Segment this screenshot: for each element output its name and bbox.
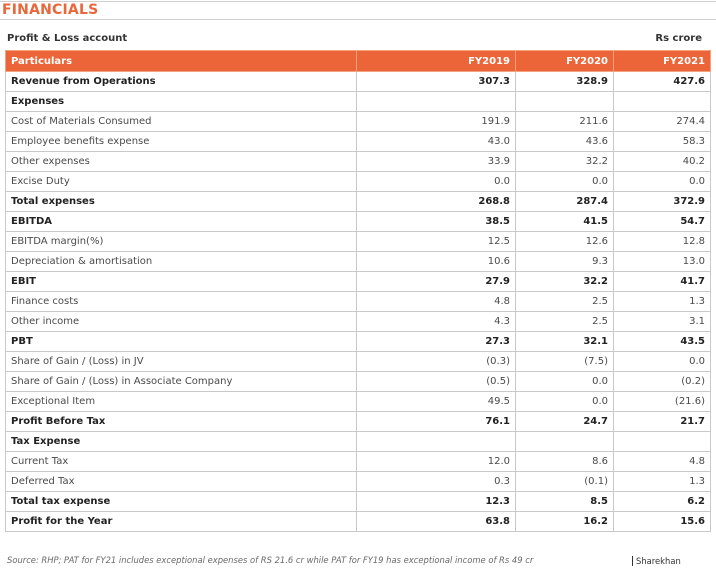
row-label: Profit Before Tax	[6, 412, 357, 432]
cell-fy2019: 10.6	[357, 252, 516, 272]
cell-fy2019: (0.3)	[357, 352, 516, 372]
top-rule	[0, 1, 716, 2]
cell-fy2021: 12.8	[614, 232, 711, 252]
cell-fy2019: 268.8	[357, 192, 516, 212]
cell-fy2019: 63.8	[357, 512, 516, 532]
table-row	[6, 372, 711, 392]
cell-fy2021	[614, 92, 711, 112]
row-label: Other expenses	[6, 152, 357, 172]
cell-fy2019: 0.0	[357, 172, 516, 192]
cell-fy2019: 12.3	[357, 492, 516, 512]
cell-fy2020: 287.4	[516, 192, 614, 212]
row-label: Depreciation & amortisation	[6, 252, 357, 272]
cell-fy2021: 3.1	[614, 312, 711, 332]
table-row	[6, 192, 711, 212]
cell-fy2020: 24.7	[516, 412, 614, 432]
page-title: FINANCIALS	[2, 2, 99, 18]
cell-fy2019: (0.5)	[357, 372, 516, 392]
table-row	[6, 352, 711, 372]
table-row	[6, 132, 711, 152]
cell-fy2020: 16.2	[516, 512, 614, 532]
cell-fy2019: 27.9	[357, 272, 516, 292]
row-label: Share of Gain / (Loss) in JV	[6, 352, 357, 372]
cell-fy2020: 2.5	[516, 292, 614, 312]
cell-fy2021: 43.5	[614, 332, 711, 352]
table-row	[6, 232, 711, 252]
row-label: Current Tax	[6, 452, 357, 472]
table-row	[6, 272, 711, 292]
cell-fy2020: 32.1	[516, 332, 614, 352]
table-row	[6, 112, 711, 132]
column-header-fy2021: FY2021	[614, 51, 711, 72]
table-row	[6, 412, 711, 432]
table-row	[6, 252, 711, 272]
cell-fy2021: 274.4	[614, 112, 711, 132]
cell-fy2019: 12.5	[357, 232, 516, 252]
row-label: EBITDA	[6, 212, 357, 232]
table-row	[6, 332, 711, 352]
cell-fy2020: (0.1)	[516, 472, 614, 492]
row-label: Expenses	[6, 92, 357, 112]
cell-fy2020: 8.6	[516, 452, 614, 472]
cell-fy2020: 2.5	[516, 312, 614, 332]
column-header-fy2020: FY2020	[516, 51, 614, 72]
cell-fy2019: 307.3	[357, 72, 516, 92]
financials-table	[5, 50, 711, 532]
cell-fy2020: (7.5)	[516, 352, 614, 372]
row-label: Excise Duty	[6, 172, 357, 192]
cell-fy2019: 76.1	[357, 412, 516, 432]
cell-fy2019: 12.0	[357, 452, 516, 472]
cell-fy2021: 40.2	[614, 152, 711, 172]
cell-fy2019: 191.9	[357, 112, 516, 132]
table-row	[6, 92, 711, 112]
cell-fy2020: 211.6	[516, 112, 614, 132]
cell-fy2020: 41.5	[516, 212, 614, 232]
cell-fy2021	[614, 432, 711, 452]
row-label: Total tax expense	[6, 492, 357, 512]
table-subtitle: Profit & Loss account	[7, 33, 128, 44]
cell-fy2019	[357, 92, 516, 112]
title-divider	[0, 19, 716, 20]
cell-fy2019	[357, 432, 516, 452]
cell-fy2019: 38.5	[357, 212, 516, 232]
cell-fy2019: 49.5	[357, 392, 516, 412]
cell-fy2021: 427.6	[614, 72, 711, 92]
row-label: PBT	[6, 332, 357, 352]
source-note: Source: RHP; PAT for FY21 includes exceptional expenses of RS 21.6 cr while PAT for FY19 has exceptional income of Rs 49 cr	[7, 555, 534, 565]
cell-fy2019: 27.3	[357, 332, 516, 352]
table-row	[6, 212, 711, 232]
row-label: Employee benefits expense	[6, 132, 357, 152]
cell-fy2021: 1.3	[614, 292, 711, 312]
cell-fy2020: 0.0	[516, 392, 614, 412]
brand-label: Sharekhan	[632, 556, 681, 566]
unit-label: Rs crore	[655, 33, 702, 44]
cell-fy2020: 32.2	[516, 152, 614, 172]
cell-fy2021: 41.7	[614, 272, 711, 292]
cell-fy2021: 1.3	[614, 472, 711, 492]
column-header-particulars: Particulars	[6, 51, 357, 72]
table-row	[6, 172, 711, 192]
cell-fy2019: 43.0	[357, 132, 516, 152]
column-header-fy2019: FY2019	[357, 51, 516, 72]
table-row	[6, 472, 711, 492]
row-label: Profit for the Year	[6, 512, 357, 532]
table-row	[6, 72, 711, 92]
cell-fy2021: (21.6)	[614, 392, 711, 412]
cell-fy2020: 43.6	[516, 132, 614, 152]
table-row	[6, 392, 711, 412]
table-row	[6, 492, 711, 512]
table-row	[6, 152, 711, 172]
cell-fy2021: 54.7	[614, 212, 711, 232]
cell-fy2020: 8.5	[516, 492, 614, 512]
row-label: Tax Expense	[6, 432, 357, 452]
cell-fy2020	[516, 432, 614, 452]
row-label: Finance costs	[6, 292, 357, 312]
row-label: Revenue from Operations	[6, 72, 357, 92]
cell-fy2021: 0.0	[614, 172, 711, 192]
cell-fy2021: 4.8	[614, 452, 711, 472]
cell-fy2021: 372.9	[614, 192, 711, 212]
cell-fy2021: (0.2)	[614, 372, 711, 392]
cell-fy2020: 32.2	[516, 272, 614, 292]
cell-fy2020: 0.0	[516, 372, 614, 392]
row-label: Cost of Materials Consumed	[6, 112, 357, 132]
row-label: Total expenses	[6, 192, 357, 212]
row-label: EBITDA margin(%)	[6, 232, 357, 252]
cell-fy2021: 21.7	[614, 412, 711, 432]
table-row	[6, 292, 711, 312]
table-row	[6, 452, 711, 472]
row-label: Other income	[6, 312, 357, 332]
cell-fy2021: 0.0	[614, 352, 711, 372]
table-header-row	[6, 51, 711, 72]
cell-fy2021: 58.3	[614, 132, 711, 152]
table-row	[6, 512, 711, 532]
cell-fy2020: 0.0	[516, 172, 614, 192]
row-label: Exceptional Item	[6, 392, 357, 412]
cell-fy2021: 13.0	[614, 252, 711, 272]
cell-fy2021: 6.2	[614, 492, 711, 512]
row-label: Share of Gain / (Loss) in Associate Company	[6, 372, 357, 392]
cell-fy2020: 9.3	[516, 252, 614, 272]
row-label: Deferred Tax	[6, 472, 357, 492]
row-label: EBIT	[6, 272, 357, 292]
cell-fy2021: 15.6	[614, 512, 711, 532]
table-row	[6, 312, 711, 332]
cell-fy2019: 4.8	[357, 292, 516, 312]
cell-fy2020	[516, 92, 614, 112]
cell-fy2020: 328.9	[516, 72, 614, 92]
cell-fy2020: 12.6	[516, 232, 614, 252]
cell-fy2019: 0.3	[357, 472, 516, 492]
table-body	[6, 72, 711, 532]
table-row	[6, 432, 711, 452]
cell-fy2019: 33.9	[357, 152, 516, 172]
cell-fy2019: 4.3	[357, 312, 516, 332]
